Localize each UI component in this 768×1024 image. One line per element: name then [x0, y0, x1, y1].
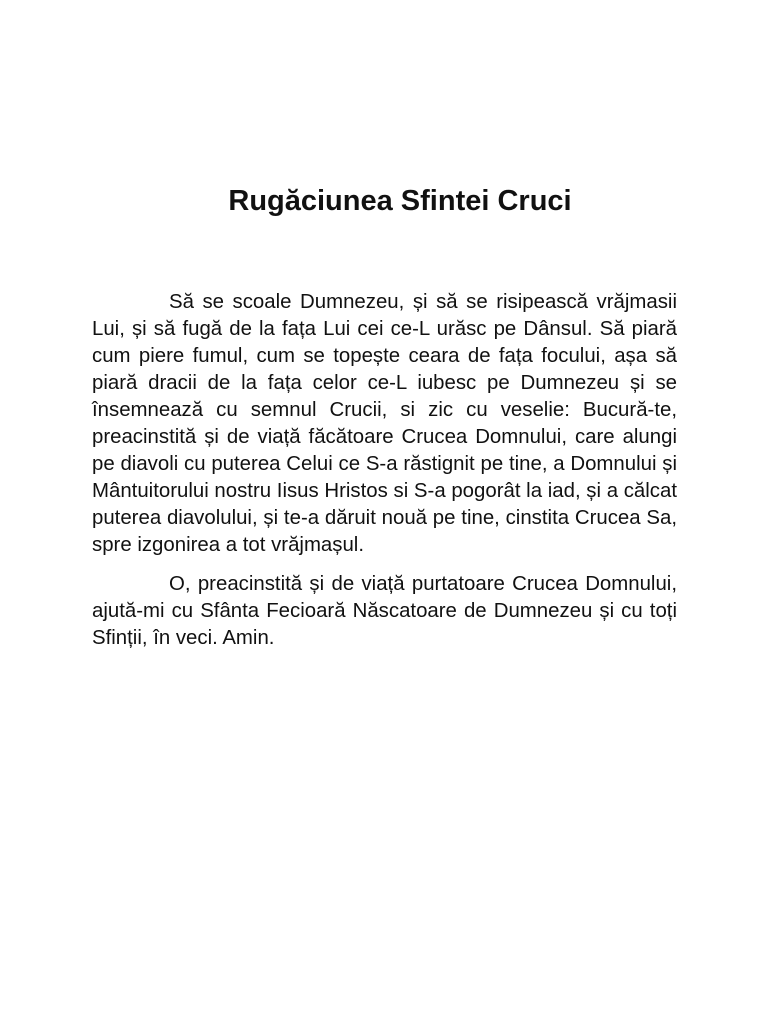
paragraph-prayer-closing: O, preacinstită și de viață purtatoare Crucea Domnului, ajută-mi cu Sfânta Fecioară Născatoare de Dumnezeu și cu toți Sfinții, în veci. Amin. [92, 573, 677, 649]
document-body [92, 289, 677, 652]
paragraph-prayer-main: Să se scoale Dumnezeu, și să se risipească vrăjmasii Lui, și să fugă de la fața Lui cei ce-L urăsc pe Dânsul. Să piară cum piere fumul, cum se topește ceara de fața focului, așa să piară dracii de la fața celor ce-L iubesc pe Dumnezeu și se însemnează cu semnul Crucii, si zic cu veselie: Bucură-te, preacinstită și de viață făcătoare Crucea Domnului, care alungi pe diavoli cu puterea Celui ce S-a răstignit pe tine, a Domnului și Mântuitorului nostru Iisus Hristos si S-a pogorât la iad, și a călcat puterea diavolului, și te-a dăruit nouă pe tine, cinstita Crucea Sa, spre izgonirea a tot vrăjmașul. [92, 291, 677, 556]
document-title: Rugăciunea Sfintei Cruci [228, 185, 572, 217]
